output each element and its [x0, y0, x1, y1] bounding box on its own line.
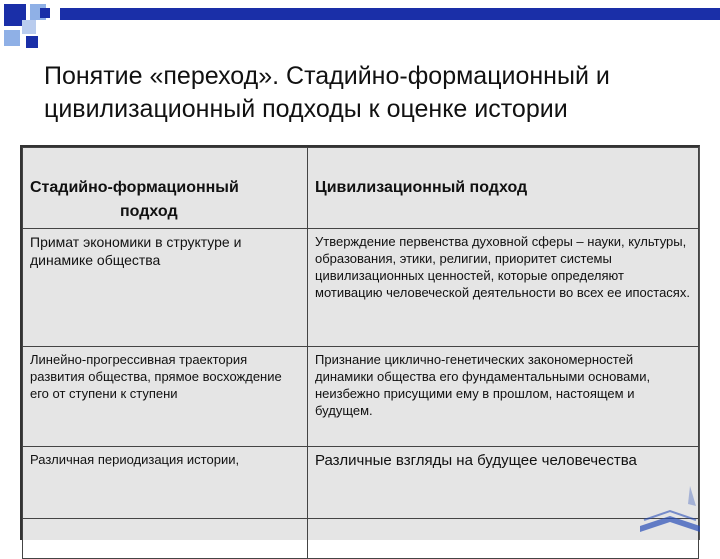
header-bar	[60, 8, 720, 20]
slide-title: Понятие «переход». Стадийно-формационный и цивилизационный подходы к оценке истории	[44, 62, 610, 123]
header-formational-line2: подход	[120, 203, 178, 220]
cell-left: Примат экономики в структуре и динамике общества	[23, 229, 308, 347]
cell-right: Признание циклично-генетических закономерностей динамики общества его фундаментальными основами, неизбежно присущими ему в прошлом, настоящем и будущем.	[308, 347, 699, 447]
header-cell-formational	[23, 148, 308, 229]
table-row	[23, 347, 699, 447]
table-row	[23, 447, 699, 519]
table-row	[23, 229, 699, 347]
decorative-squares	[0, 0, 60, 60]
header-cell-civilizational: Цивилизационный подход	[308, 148, 699, 229]
cell-right: Различные взгляды на будущее человечества	[308, 447, 699, 519]
cell-left	[23, 519, 308, 559]
table-row	[23, 519, 699, 559]
cell-right: Утверждение первенства духовной сферы – науки, культуры, образования, этики, религии, приоритет системы цивилизационных ценностей, которые определяют мотивацию человеческой деятельности во всех ее ипостасях.	[308, 229, 699, 347]
cell-left: Линейно-прогрессивная траектория развития общества, прямое восхождение его от ступени к ступени	[23, 347, 308, 447]
book-logo-icon	[630, 476, 710, 536]
cell-left: Различная периодизация истории,	[23, 447, 308, 519]
table-header-row	[23, 148, 699, 229]
comparison-table	[20, 145, 700, 540]
header-formational-line1: Стадийно-формационный	[30, 179, 239, 196]
